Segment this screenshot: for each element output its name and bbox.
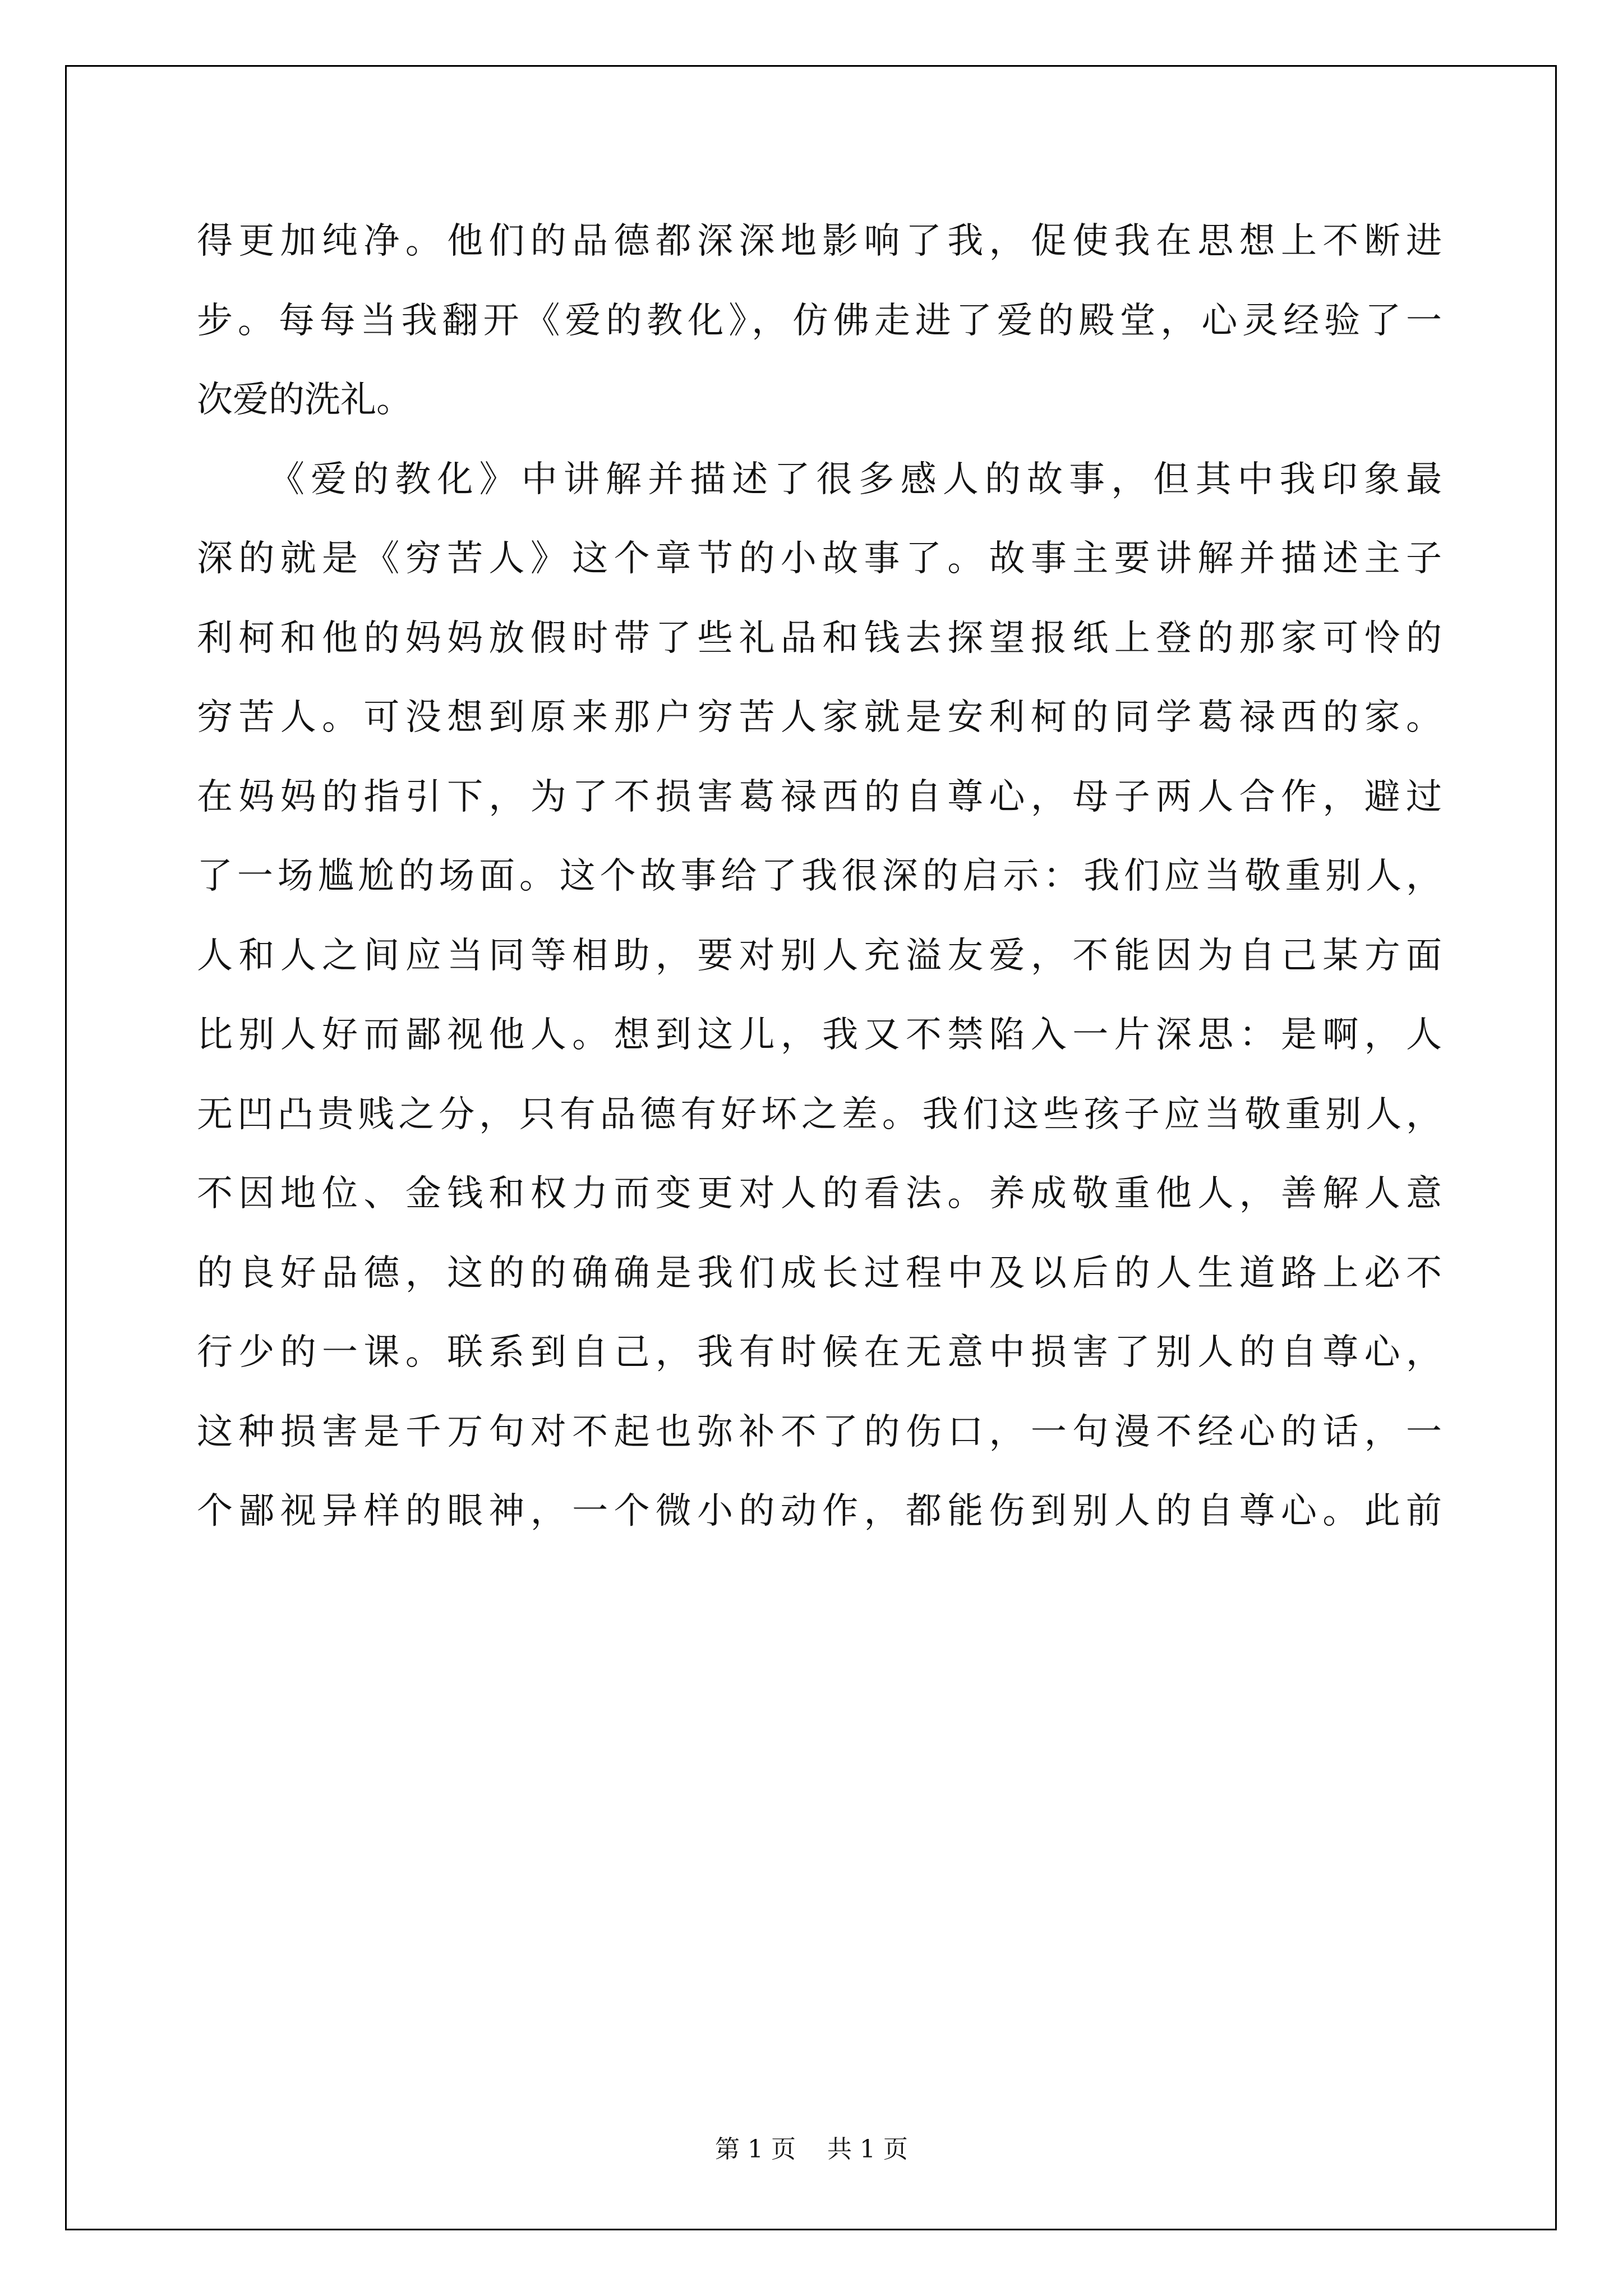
text-line: 在妈妈的指引下，为了不损害葛禄西的自尊心，母子两人合作，避过	[197, 776, 1442, 818]
text-line: 比别人好而鄙视他人。想到这儿，我又不禁陷入一片深思：是啊，人	[197, 1014, 1442, 1056]
text-line: 得更加纯净。他们的品德都深深地影响了我，促使我在思想上不断进	[197, 220, 1442, 262]
text-line: 个鄙视异样的眼神，一个微小的动作，都能伤到别人的自尊心。此前	[197, 1490, 1442, 1532]
text-line: 的良好品德，这的的确确是我们成长过程中及以后的人生道路上必不	[197, 1252, 1442, 1294]
text-line: 深的就是《穷苦人》这个章节的小故事了。故事主要讲解并描述主子	[197, 538, 1442, 579]
text-line: 不因地位、金钱和权力而变更对人的看法。养成敬重他人，善解人意	[197, 1173, 1442, 1214]
page-number-footer: 第 1 页 共 1 页	[715, 2135, 908, 2164]
paragraph-first-line: 《爱的教化》中讲解并描述了很多感人的故事，但其中我印象最	[269, 458, 1442, 500]
text-line: 人和人之间应当同等相助，要对别人充溢友爱，不能因为自己某方面	[197, 935, 1442, 977]
text-line: 次爱的洗礼。	[197, 379, 412, 421]
text-line: 无凹凸贵贱之分，只有品德有好坏之差。我们这些孩子应当敬重别人，	[197, 1093, 1442, 1135]
text-line: 穷苦人。可没想到原来那户穷苦人家就是安利柯的同学葛禄西的家。	[197, 697, 1442, 738]
text-line: 利柯和他的妈妈放假时带了些礼品和钱去探望报纸上登的那家可怜的	[197, 617, 1442, 659]
text-line: 行少的一课。联系到自己，我有时候在无意中损害了别人的自尊心，	[197, 1332, 1442, 1373]
document-body	[197, 202, 1442, 1552]
text-line: 了一场尴尬的场面。这个故事给了我很深的启示：我们应当敬重别人，	[197, 855, 1442, 897]
text-line: 这种损害是千万句对不起也弥补不了的伤口，一句漫不经心的话，一	[197, 1411, 1442, 1453]
text-line: 步。每每当我翻开《爱的教化》，仿佛走进了爱的殿堂，心灵经验了一	[197, 300, 1442, 342]
